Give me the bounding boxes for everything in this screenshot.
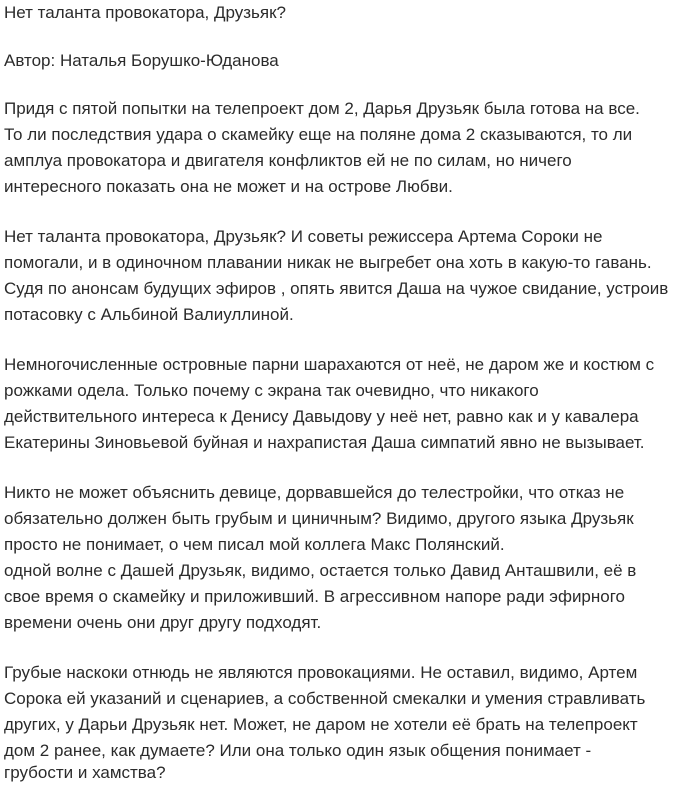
paragraph-line: Придя с пятой попытки на телепроект дом 2, Дарья Друзьяк была готова на все.	[4, 99, 640, 118]
paragraph-line: Судя по анонсам будущих эфиров , опять явится Даша на чужое свидание, устроив	[4, 279, 669, 298]
paragraph-line: помогали, и в одиночном плавании никак не выгребет она хоть в какую-то гавань.	[4, 253, 652, 272]
paragraph-line: Нет таланта провокатора, Друзьяк? И советы режиссера Артема Сороки не	[4, 227, 603, 246]
article-author: Автор: Наталья Борушко-Юданова	[4, 51, 279, 70]
paragraph-line: времени очень они друг другу подходят.	[4, 613, 322, 632]
paragraph-line: потасовку с Альбиной Валиуллиной.	[4, 305, 294, 324]
paragraph-line: Екатерины Зиновьевой буйная и нахрапистая Даша симпатий явно не вызывает.	[4, 433, 645, 452]
paragraph-line: действительного интереса к Денису Давыдову у неё нет, равно как и у кавалера	[4, 407, 639, 426]
paragraph-line: Немногочисленные островные парни шарахаются от неё, не даром же и костюм с	[4, 355, 655, 374]
article-title: Нет таланта провокатора, Друзьяк?	[4, 3, 286, 22]
paragraph-line: других, у Дарьи Друзьяк нет. Может, не даром не хотели её брать на телепроект	[4, 715, 638, 734]
paragraph-line: грубости и хамства?	[4, 763, 166, 782]
paragraph-line: Сорока ей указаний и сценариев, а собственной смекалки и умения стравливать	[4, 689, 646, 708]
paragraph-line: интересного показать она не может и на острове Любви.	[4, 177, 453, 196]
paragraph-line: Никто не может объяснить девице, дорвавшейся до телестройки, что отказ не	[4, 483, 625, 502]
paragraph-line: рожками одела. Только почему с экрана так очевидно, что никакого	[4, 381, 539, 400]
paragraph-line: дом 2 ранее, как думаете? Или она только один язык общения понимает -	[4, 741, 592, 760]
paragraph-line: То ли последствия удара о скамейку еще на поляне дома 2 сказываются, то ли	[4, 125, 633, 144]
paragraph-line: Грубые наскоки отнюдь не являются провокациями. Не оставил, видимо, Артем	[4, 663, 638, 682]
paragraph-line: обязательно должен быть грубым и циничным? Видимо, другого языка Друзьяк	[4, 509, 634, 528]
paragraph-line: амплуа провокатора и двигателя конфликтов ей не по силам, но ничего	[4, 151, 572, 170]
paragraph-line: одной волне с Дашей Друзьяк, видимо, остается только Давид Анташвили, её в	[4, 561, 637, 580]
paragraph-line: просто не понимает, о чем писал мой коллега Макс Полянский.	[4, 535, 505, 554]
paragraph-line: свое время о скамейку и приложивший. В агрессивном напоре ради эфирного	[4, 587, 626, 606]
